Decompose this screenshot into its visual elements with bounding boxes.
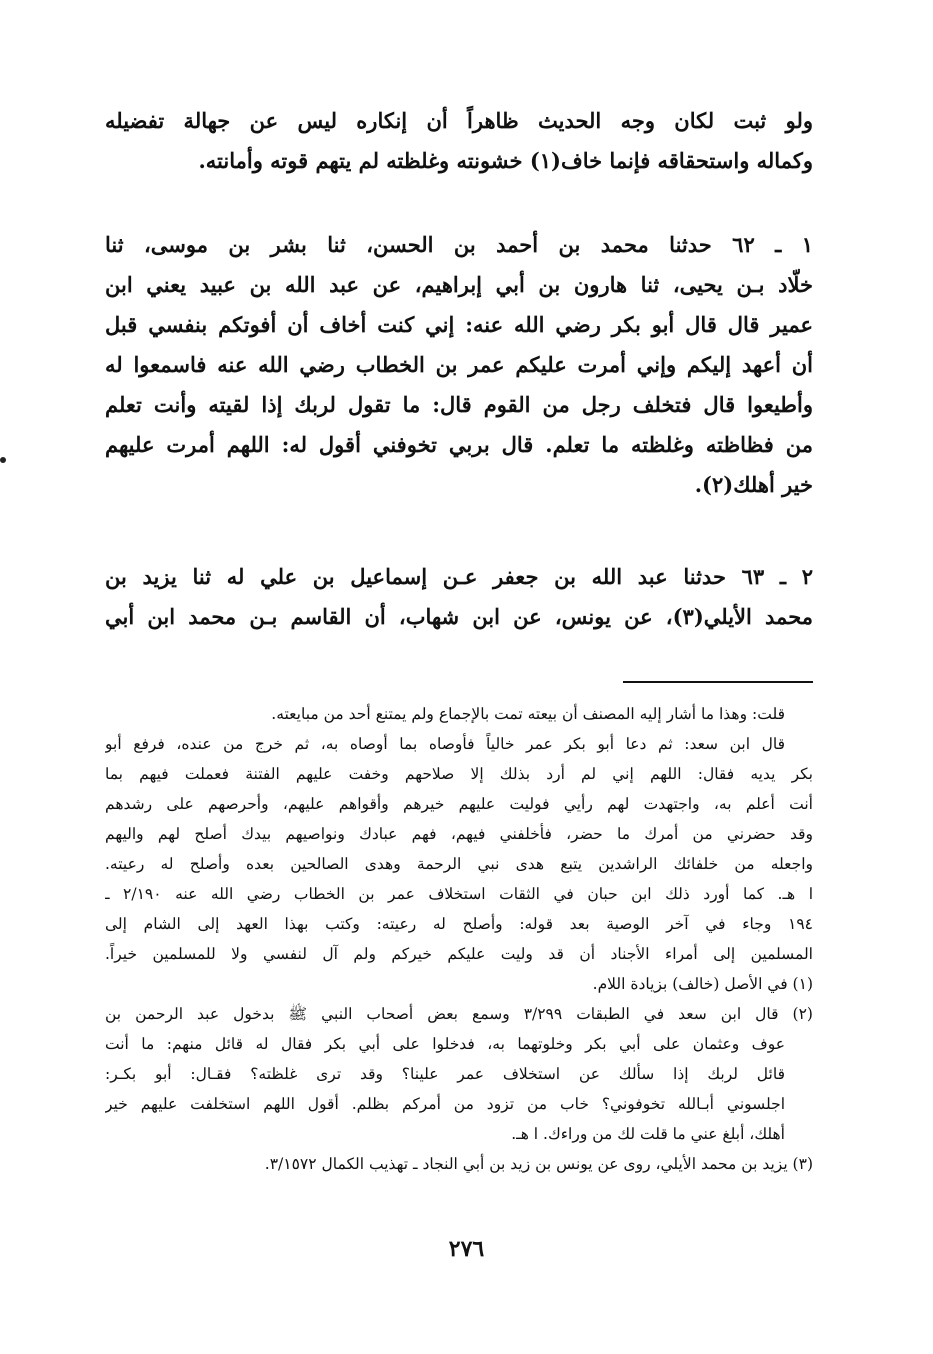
footnote-line: المسلمين إلى أمراء الأجناد أن قد وليت عليكم خيركم ولم آل لنفسي ولا للمسلمين خيراً. — [105, 945, 813, 963]
paragraph-3-line: ٢ ـ ٦٣ حدثنا عبد الله بن جعفر عـن إسماعيل بن علي له ثنا يزيد بن — [105, 564, 813, 589]
paragraph-1-line: ولو ثبت لكان وجه الحديث ظاهراً أن إنكاره ليس عن جهالة تفضيله — [105, 108, 813, 133]
page-number: ٢٧٦ — [448, 1236, 485, 1262]
footnote-2-line: اجلسوني أبـالله تخوفوني؟ خاب من تزود من أمركم بظلم. أقول اللهم استخلفت عليهم خير — [105, 1095, 785, 1113]
footnote-line: ا هـ. كما أورد ذلك ابن حبان في الثقات استخلاف عمر بن الخطاب رضي الله عنه ٢/١٩٠ ـ — [105, 885, 813, 903]
footnote-line: أنت أعلم به، واجتهدت لهم رأيي فوليت عليهم خيرهم وأقواهم عليهم، وأحرصهم على رشدهم — [105, 795, 813, 813]
paragraph-2-line: ١ ـ ٦٢ حدثنا محمد بن أحمد بن الحسن، ثنا بشر بن موسى، ثنا — [105, 232, 813, 257]
paragraph-2-line: عمير قال قال أبو بكر رضي الله عنه: إني كنت أخاف أن أفوتكم بنفسي قبل — [105, 312, 813, 337]
footnote-3: (٣) يزيد بن محمد الأيلي، روى عن يونس بن زيد بن أبي النجاد ـ تهذيب الكمال ٣/١٥٧٢. — [264, 1155, 813, 1173]
paragraph-2-line: خير أهلك(٢). — [694, 472, 813, 497]
footnote-2-line: قائل لربك إذا سألك عن استخلاف عمر علينا؟ وقد ترى غلظته؟ فقـال: أبو بكـر: — [105, 1065, 785, 1083]
footnote-line: قلت: وهذا ما أشار إليه المصنف أن بيعته تمت بالإجماع ولم يمتنع أحد من مبايعته. — [271, 705, 785, 723]
footnote-divider — [623, 681, 813, 683]
paragraph-2-line: خلّاد بـن يحيى، ثنا هارون بن أبي إبراهيم، عن عبد الله بن عبيد يعني ابن — [105, 272, 813, 297]
footnote-2-line: (٢) قال ابن سعد في الطبقات ٣/٢٩٩ وسمع بعض أصحاب النبي ﷺ بدخول عبد الرحمن بن — [105, 1005, 813, 1023]
paragraph-1-line: وكماله واستحقاقه فإنما خاف(١) خشونته وغلظته لم يتهم قوته وأمانته. — [198, 148, 813, 173]
margin-mark — [0, 457, 6, 463]
footnote-2-line: أهلك، أبلغ عني ما قلت لك من وراءك. ا هـ. — [511, 1125, 785, 1143]
paragraph-2-line: أن أعهد إليكم وإني أمرت عليكم عمر بن الخطاب رضي الله عنه فاسمعوا له — [105, 352, 813, 377]
paragraph-2-line: من فظاظته وغلظته ما تعلم. قال بربي تخوفني أقول له: اللهم أمرت عليهم — [105, 432, 813, 457]
footnote-1: (١) في الأصل (خالف) بزيادة اللام. — [592, 975, 813, 993]
footnote-line: ١٩٤ وجاء في آخر الوصية بعد قوله: وأصلح له رعيته: وكتب بهذا العهد إلى الشام إلى — [105, 915, 813, 933]
footnote-line: وقد حضرني من أمرك ما حضر، فأخلفني فيهم، فهم عبادك ونواصيهم بيدك أصلح لهم واليهم — [105, 825, 813, 843]
footnote-line: قال ابن سعد: ثم دعا أبو بكر عمر خالياً فأوصاه بما أوصاه به، ثم خرج من عنده، فرفع أبو — [105, 735, 785, 753]
paragraph-2-line: وأطيعوا قال فتخلف رجل من القوم قال: ما تقول لربك إذا لقيته وأنت تعلم — [105, 392, 813, 417]
footnote-line: واجعله من خلفائك الراشدين يتبع هدى نبي الرحمة وهدى الصالحين بعده وأصلح له رعيته. — [105, 855, 813, 873]
paragraph-3-line: محمد الأيلي(٣)، عن يونس، عن ابن شهاب، أن القاسم بـن محمد ابن أبي — [105, 604, 813, 629]
footnote-2-line: عوف وعثمان على أبي بكر وخلوتهما به، فدخلوا على أبي بكر فقال له قائل منهم: ما أنت — [105, 1035, 785, 1053]
footnote-line: بكر يديه فقال: اللهم إني لم أرد بذلك إلا صلاحهم وخفت عليهم الفتنة فعملت فيهم بما — [105, 765, 813, 783]
